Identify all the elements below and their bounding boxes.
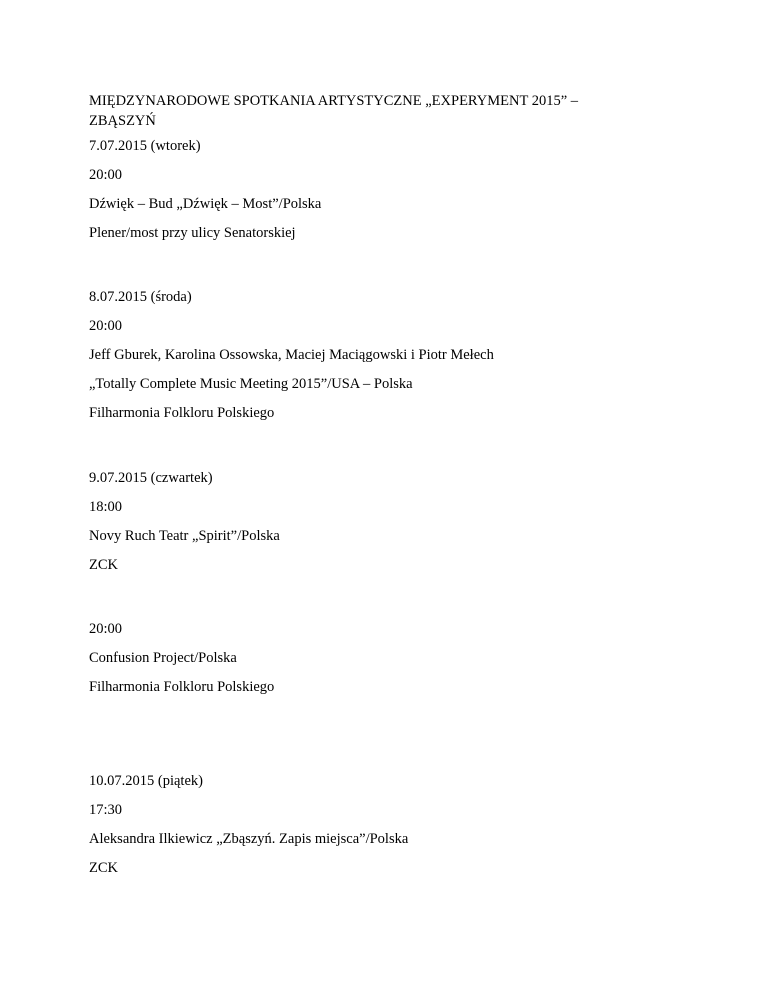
document-title xyxy=(89,91,649,131)
event-3-performance: Novy Ruch Teatr „Spirit”/Polska xyxy=(89,528,280,544)
event-5-venue: ZCK xyxy=(89,860,118,876)
event-2-performers: Jeff Gburek, Karolina Ossowska, Maciej Maciągowski i Piotr Mełech xyxy=(89,347,494,363)
event-5-time: 17:30 xyxy=(89,802,123,818)
title-line-1: MIĘDZYNARODOWE SPOTKANIA ARTYSTYCZNE „EXPERYMENT 2015” – xyxy=(89,93,579,109)
event-2-time: 20:00 xyxy=(89,318,123,334)
event-4-time: 20:00 xyxy=(89,621,123,637)
event-2-venue: Filharmonia Folkloru Polskiego xyxy=(89,405,275,421)
event-2-date: 8.07.2015 (środa) xyxy=(89,289,192,305)
event-3-venue: ZCK xyxy=(89,557,118,573)
event-1-performance: Dźwięk – Bud „Dźwięk – Most”/Polska xyxy=(89,196,322,212)
event-3-time: 18:00 xyxy=(89,499,123,515)
event-5-date: 10.07.2015 (piątek) xyxy=(89,773,203,789)
event-2-performance: „Totally Complete Music Meeting 2015”/USA – Polska xyxy=(89,376,413,392)
event-5-performance: Aleksandra Ilkiewicz „Zbąszyń. Zapis miejsca”/Polska xyxy=(89,831,409,847)
event-1-date: 7.07.2015 (wtorek) xyxy=(89,138,201,154)
event-1-time: 20:00 xyxy=(89,167,123,183)
event-3-date: 9.07.2015 (czwartek) xyxy=(89,470,213,486)
event-4-venue: Filharmonia Folkloru Polskiego xyxy=(89,679,275,695)
event-4-performance: Confusion Project/Polska xyxy=(89,650,237,666)
event-1-venue: Plener/most przy ulicy Senatorskiej xyxy=(89,225,296,241)
title-line-2: ZBĄSZYŃ xyxy=(89,113,156,129)
